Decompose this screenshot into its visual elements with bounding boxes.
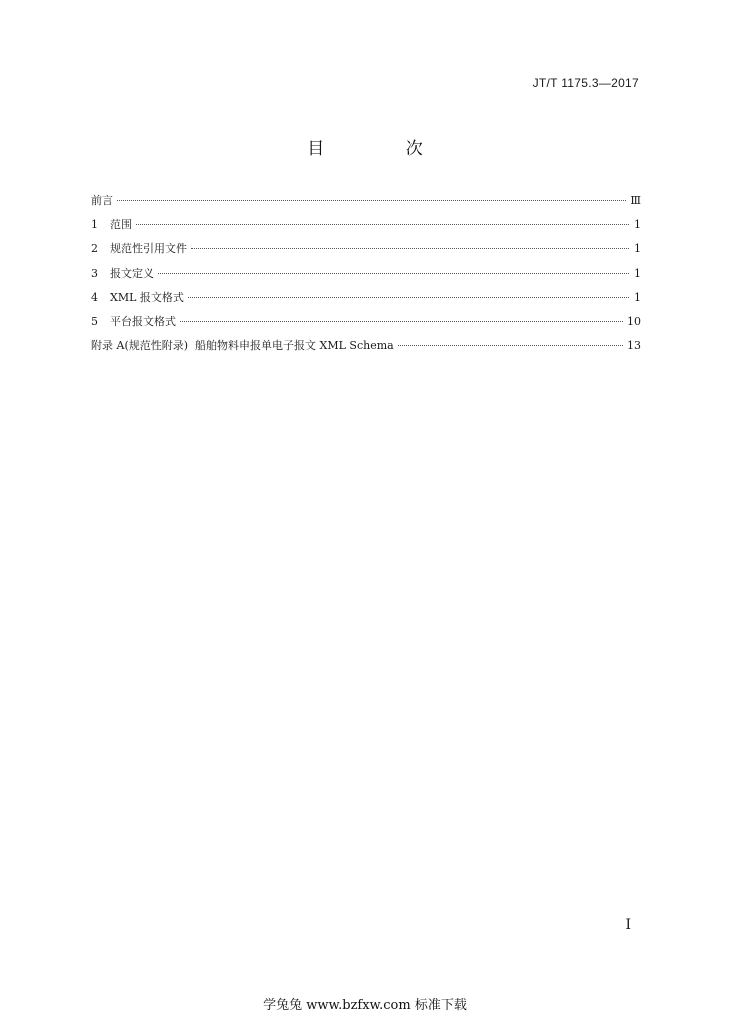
toc-entry-page: 1 [634, 242, 641, 256]
toc-entry-scope[interactable] [91, 216, 641, 240]
toc-entry-annex-a[interactable] [91, 337, 641, 361]
toc-leader-dots [191, 248, 629, 249]
toc-entry-page: 10 [627, 314, 641, 328]
toc-entry-platform-format[interactable] [91, 313, 641, 337]
toc-entry-label: 规范性引用文件 [110, 242, 187, 256]
toc-title: 目 次 [307, 139, 461, 159]
toc-entry-xml-format[interactable] [91, 289, 641, 313]
standard-code: JT/T 1175.3—2017 [532, 76, 639, 90]
toc-entry-page: 13 [627, 339, 641, 353]
toc-entry-normative-references[interactable] [91, 240, 641, 264]
toc-entry-number: 1 [91, 218, 98, 232]
toc-entry-label: 附录 A(规范性附录) 船舶物料申报单电子报文 XML Schema [91, 339, 394, 353]
toc-entry-foreword[interactable] [91, 192, 641, 216]
toc-entry-label: 报文定义 [110, 266, 154, 280]
toc-entry-page: 1 [634, 218, 641, 232]
toc-leader-dots [398, 345, 623, 346]
toc-entry-page: Ⅲ [630, 194, 641, 207]
page-number: Ⅰ [625, 917, 631, 933]
toc-entry-message-definition[interactable] [91, 265, 641, 289]
toc-entry-page: 1 [634, 266, 641, 280]
toc-leader-dots [180, 321, 623, 322]
toc-entry-number: 5 [91, 314, 98, 328]
toc-leader-dots [117, 200, 626, 201]
toc-entry-label: 前言 [91, 194, 113, 207]
toc-entry-label: XML 报文格式 [110, 290, 184, 304]
footer-watermark-text: 学兔兔 www.bzfxw.com 标准下载 [263, 998, 467, 1013]
toc-entry-number: 3 [91, 266, 98, 280]
toc-entry-label: 平台报文格式 [110, 314, 176, 328]
toc-entry-number: 4 [91, 290, 98, 304]
toc-list [91, 192, 641, 361]
toc-leader-dots [188, 297, 629, 298]
toc-leader-dots [136, 224, 629, 225]
toc-entry-page: 1 [634, 290, 641, 304]
toc-leader-dots [158, 273, 629, 274]
toc-entry-label: 范围 [110, 218, 132, 232]
toc-entry-number: 2 [91, 242, 98, 256]
